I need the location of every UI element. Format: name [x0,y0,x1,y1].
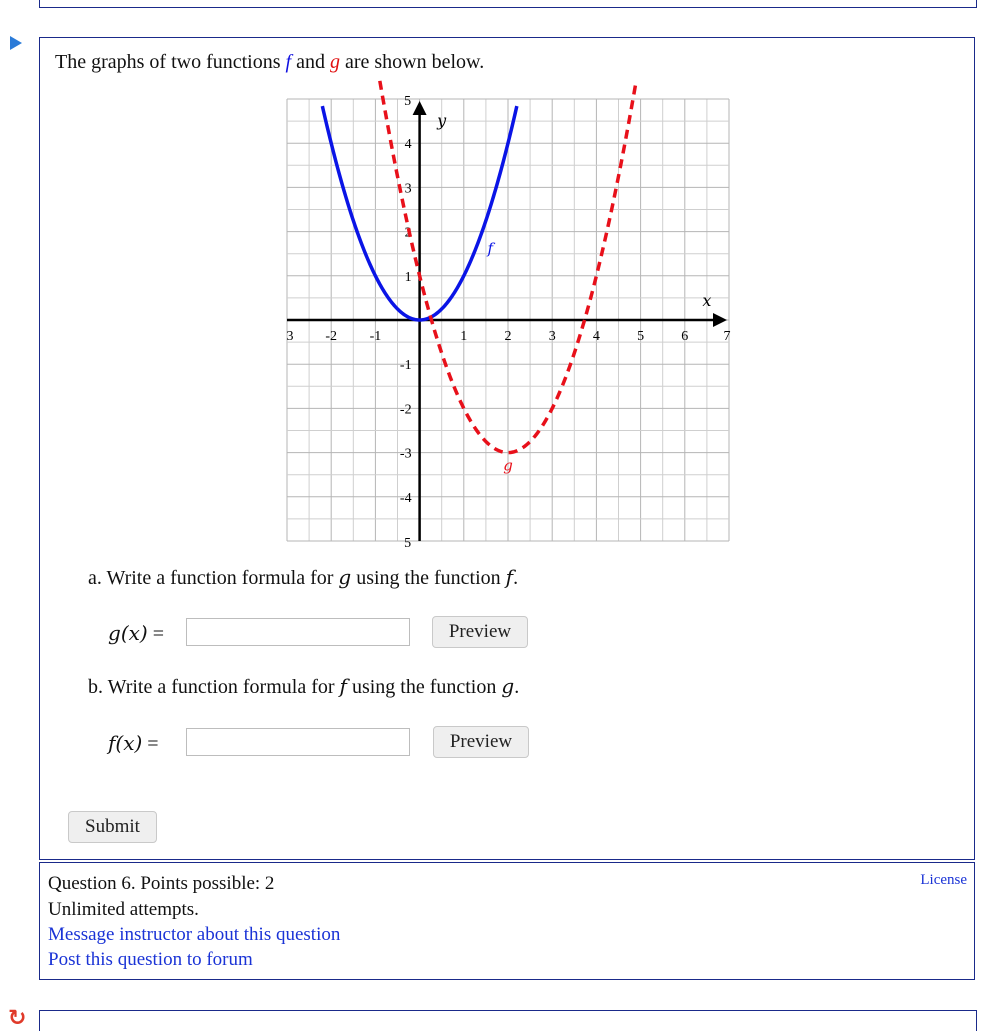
x-tick-label: 3 [286,329,294,344]
x-tick-label: 6 [681,329,689,344]
part-a-suffix: . [513,567,519,589]
submit-button[interactable]: Submit [68,811,157,843]
part-a-middle: using the function [351,567,506,589]
x-tick-label: -1 [369,329,382,344]
part-b-prefix: b. Write a function formula for [88,676,340,698]
part-b-middle: using the function [346,676,502,698]
intro-end-text: are shown below. [339,51,485,73]
part-b-preview-button[interactable]: Preview [433,726,529,758]
expand-triangle-icon[interactable] [10,36,22,50]
points-possible: Question 6. Points possible: 2 [48,873,275,894]
part-b-answer-input[interactable] [186,728,410,756]
y-axis-label: y [437,111,447,131]
part-b-eq-func: f [108,731,116,755]
y-tick-label: 5 [404,536,412,551]
question-intro [55,51,484,74]
y-tick-label: 4 [404,137,412,153]
y-tick-label: 3 [404,181,412,197]
part-a-prefix: a. Write a function formula for [88,567,339,589]
x-tick-label: 3 [548,329,556,344]
x-tick-label: 4 [592,329,600,344]
x-tick-label: 5 [637,329,645,344]
function-graph [286,94,731,551]
part-a-eq-sign: = [152,623,164,645]
question-footer [39,862,975,980]
x-tick-label: 1 [460,329,468,344]
part-a-target: g [338,565,352,589]
part-b-target: f [339,674,347,698]
x-tick-label: 2 [504,329,512,344]
y-tick-label: -4 [399,490,412,506]
part-a-equation-label [108,621,164,646]
retry-icon[interactable]: ↻ [8,1006,27,1031]
g-name: g [329,51,340,73]
post-to-forum-link[interactable]: Post this question to forum [48,949,253,970]
part-b-suffix: . [514,676,520,698]
curve-label-g: g [503,456,513,475]
attempts-text: Unlimited attempts. [48,899,199,920]
part-a-answer-input[interactable] [186,618,410,646]
and-text: and [291,51,330,73]
y-tick-label: -3 [399,446,412,462]
next-question-box [39,1010,977,1031]
curve-label-f: f [487,239,494,258]
x-tick-label: 7 [723,329,731,344]
part-b-source: g [501,674,515,698]
previous-question-box [39,0,977,8]
x-tick-label: -2 [325,329,338,344]
y-tick-label: 1 [404,269,412,285]
part-a-source: f [505,565,514,589]
y-tick-label: 2 [404,225,412,241]
intro-text: The graphs of two functions [55,51,286,73]
part-b-equation-label [108,731,159,756]
y-tick-label: -2 [399,402,412,418]
part-b-eq-sign: = [147,733,159,755]
part-a-eq-arg: (x) [120,621,148,645]
question-panel [39,37,975,860]
part-a-eq-func: g [108,621,121,645]
part-b-prompt [88,674,519,699]
x-axis-label: x [702,291,712,310]
f-name: f [285,51,292,73]
y-tick-label: -1 [399,358,412,374]
message-instructor-link[interactable]: Message instructor about this question [48,924,341,945]
part-a-preview-button[interactable]: Preview [432,616,528,648]
license-link[interactable]: License [920,872,967,888]
part-a-prompt [88,565,518,590]
y-tick-label: 5 [404,94,412,109]
part-b-eq-arg: (x) [115,731,143,755]
